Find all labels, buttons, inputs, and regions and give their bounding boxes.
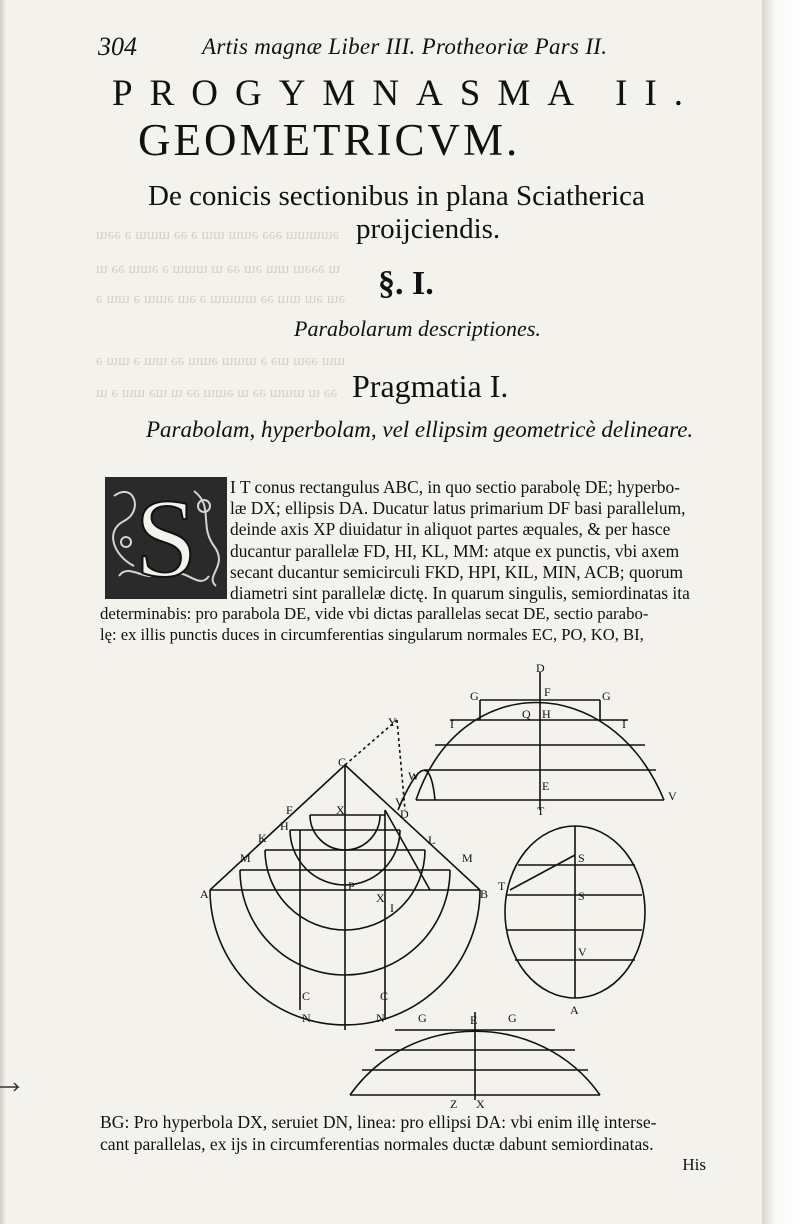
figure-label: H xyxy=(542,707,551,721)
page-number: 304 xyxy=(98,32,137,61)
figure-label: W xyxy=(408,769,420,783)
footer-line-1: BG: Pro hyperbola DX, seruiet DN, linea: pro ellipsi DA: vbi enim illę interse- xyxy=(100,1112,657,1132)
figure-label: H xyxy=(280,819,289,833)
body-line: I T conus rectangulus ABC, in quo sectio parabolę DE; hyperbo- xyxy=(230,477,680,497)
figure-label: D xyxy=(400,807,409,821)
page-edge xyxy=(762,0,800,1224)
parabola-figure xyxy=(416,672,664,810)
running-head xyxy=(98,30,698,60)
figure-label: G xyxy=(470,689,479,703)
figure-label: V xyxy=(395,795,404,809)
figure-label: N xyxy=(302,1011,311,1025)
figure-label: M xyxy=(240,851,251,865)
title-line-2: GEOMETRICVM. xyxy=(138,115,521,165)
conic-sections-figure xyxy=(180,650,700,1110)
ellipse-figure xyxy=(505,826,645,998)
title-line-1: PROGYMNASMA II. xyxy=(112,73,701,114)
figure-label: A xyxy=(200,887,209,901)
figure-label: D xyxy=(536,661,545,675)
subtitle-line-1: De conicis sectionibus in plana Sciatherica xyxy=(148,180,645,212)
figure-label: S xyxy=(578,851,585,865)
figure-label: C xyxy=(338,755,347,769)
figure-label: Y xyxy=(388,715,397,729)
section-heading: §. I. xyxy=(378,265,434,302)
figure-label: X xyxy=(476,1097,485,1110)
problem-statement: Parabolam, hyperbolam, vel ellipsim geometricè delineare. xyxy=(146,417,694,442)
bleed-through: ɯ ǝǝǝɯ ɯɯ ǝɯ ǝǝ ɯ ɯɯɯ ǝ ǝɯɯ ǝǝ ɯ xyxy=(96,261,341,277)
figure-label: G xyxy=(418,1011,427,1025)
figure-label: Z xyxy=(450,1097,458,1110)
figure-label: Q xyxy=(522,707,531,721)
figure-label: X xyxy=(336,803,345,817)
margin-mark xyxy=(0,1078,22,1090)
body-line: diametri sint parallelæ dictę. In quarum singulis, semiordinatas ita xyxy=(230,583,690,603)
figure-label: S xyxy=(578,889,585,903)
dropcap-letter: S xyxy=(134,477,198,600)
bleed-through: ǝǝ ɯ ɯɯɯ ǝǝ ɯ ǝɯɯ ǝǝ ɯ ɯǝ ɯɯ ǝ ɯ xyxy=(96,385,338,401)
figure-label: L xyxy=(428,833,436,847)
figure-label: K xyxy=(258,831,267,845)
figure-label: I xyxy=(450,717,454,731)
figure-label: E xyxy=(542,779,550,793)
figure-label: X xyxy=(376,891,385,905)
figure-label: G xyxy=(508,1011,517,1025)
figure-label: I xyxy=(622,717,626,731)
figure-label: G xyxy=(602,689,611,703)
figure-label: E xyxy=(470,1013,478,1027)
body-line: secant ducantur semicirculi FKD, HPI, KIL, MIN, ACB; quorum xyxy=(230,562,684,582)
figure-label: N xyxy=(376,1011,385,1025)
bleed-through: ǝɯɯɯɯ ǝǝǝ ǝɯɯ ɯɯ ǝ ǝǝ ɯɯɯ ǝ ǝǝɯ xyxy=(96,227,340,243)
ornamental-dropcap xyxy=(104,476,228,600)
figure-label: B xyxy=(480,887,489,901)
figure-label: A xyxy=(570,1003,579,1017)
figure-label: F xyxy=(544,685,551,699)
figure-label: F xyxy=(286,803,293,817)
figure-label: I xyxy=(390,901,394,915)
body-line: determinabis: pro parabola DE, vide vbi dictas parallelas secat DE, sectio parabo- xyxy=(100,604,649,623)
footer-line-2: cant parallelas, ex ijs in circumferentias normales ductæ dabunt semiordinatas. xyxy=(100,1134,654,1154)
figure-label: T xyxy=(537,804,545,818)
pragmatia-heading: Pragmatia I. xyxy=(352,368,509,404)
body-line: deinde axis XP diuidatur in aliquot partes æquales, & per hasce xyxy=(230,519,671,539)
bleed-through: ɯɯ ǝǝɯ ɯǝ ǝ ɯɯɯ ǝɯɯ ǝǝ ɯɯ ǝ ɯɯ ǝ xyxy=(96,353,346,369)
figure-label: V xyxy=(578,945,587,959)
catchword: His xyxy=(682,1155,706,1174)
figure-label: T xyxy=(498,879,506,893)
page-gutter-shadow xyxy=(0,0,6,1224)
subtitle-line-2: proijciendis. xyxy=(356,213,501,245)
figure-label: V xyxy=(668,789,677,803)
figure-label: C xyxy=(380,989,389,1003)
body-line: ducantur parallelæ FD, HI, KL, MM: atque ex punctis, vbi axem xyxy=(230,541,680,561)
figure-label: P xyxy=(348,879,355,893)
body-line: læ DX; ellipsis DA. Ducatur latus primarium DF basi parallelum, xyxy=(230,498,686,518)
figure-label: M xyxy=(462,851,473,865)
bleed-through: ǝɯ ǝɯ ɯɯ ǝǝ ɯɯɯɯ ǝ ǝɯ ǝɯɯ ǝ ɯɯ ǝ xyxy=(96,291,346,307)
running-head-text: Artis magnæ Liber III. Protheoriæ Pars II. xyxy=(202,34,608,59)
body-line: lę: ex illis punctis duces in circumferentias singularum normales EC, PO, KO, BI, xyxy=(100,625,644,644)
figure-label: C xyxy=(302,989,311,1003)
section-subheading: Parabolarum descriptiones. xyxy=(294,316,541,341)
